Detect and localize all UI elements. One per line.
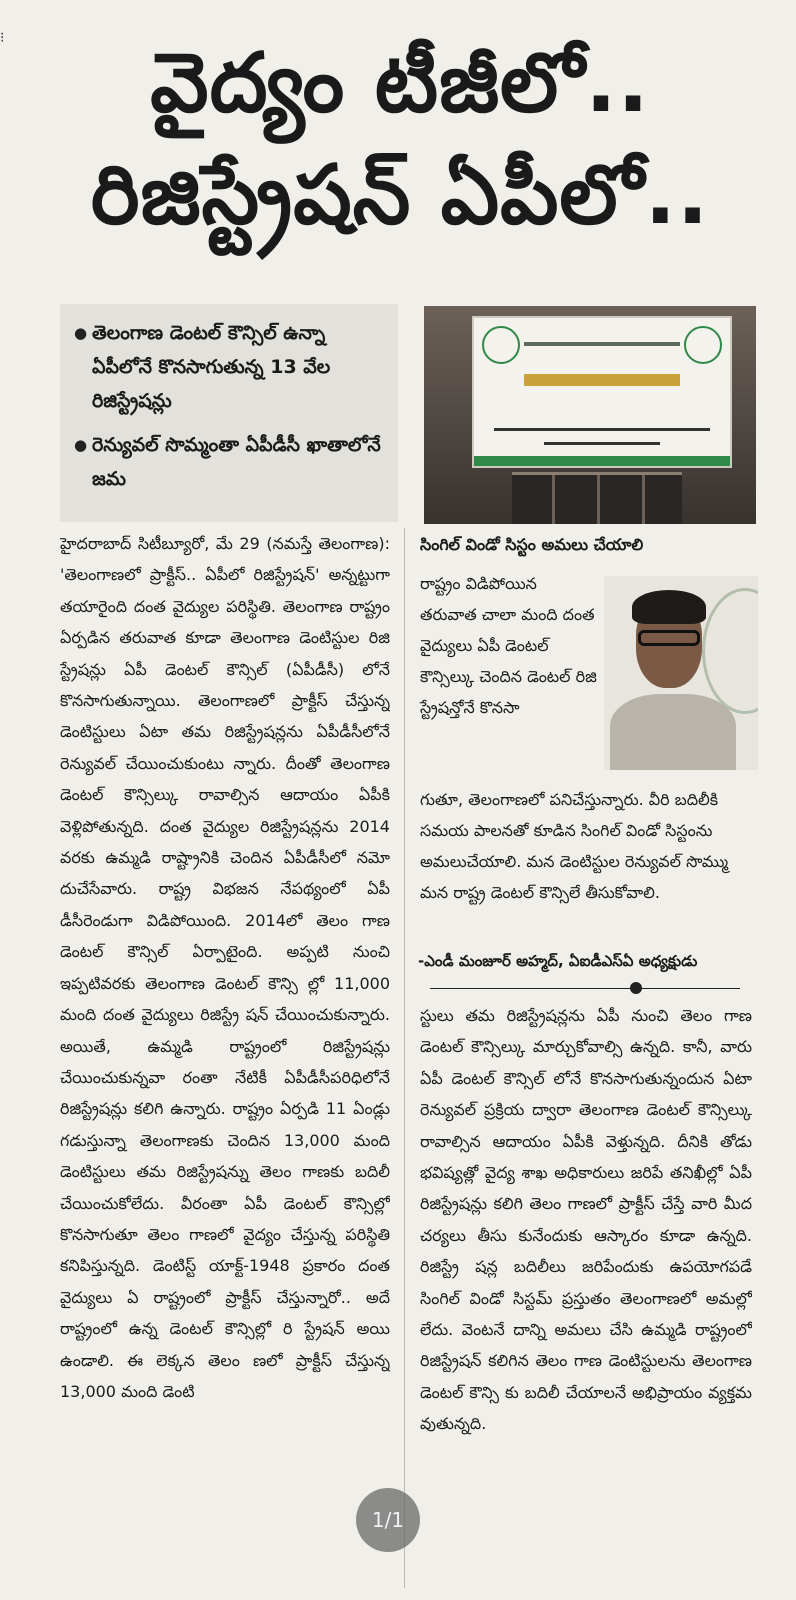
board-stripe <box>474 456 730 466</box>
highlight-text: రెన్యువల్ సొమ్మంతా ఏపీడీసీ ఖాతాలోనే జమ <box>92 434 381 490</box>
glasses-icon <box>638 630 700 646</box>
headline-line-2: రిజిస్ట్రేషన్ ఏపీలో.. <box>90 148 710 243</box>
hair <box>632 590 706 624</box>
door-bar <box>552 475 555 524</box>
person-photo <box>604 576 758 770</box>
page-indicator[interactable]: 1/1 <box>356 1488 420 1552</box>
article-column-left: హైదరాబాద్ సిటీబ్యూరో, మే 29 (నమస్తే తెలంగాణ): 'తెలంగాణలో ప్రాక్టీస్.. ఏపీలో రిజిస్ట్రేషన్' అన్నట్టుగా తయారైంది దంత వైద్యుల పరిస్థితి. తెలంగాణ రాష్ట్రం ఏర్పడిన తరువాత కూడా తెలంగాణ డెంటిస్టుల రిజి స్ట్రేషన్లు ఏపీ డెంటల్ కౌన్సిల్ (ఏపీడీసీ) లోనే కొనసాగుతున్నాయి. తెలంగాణలో ప్రాక్టీస్ చేస్తున్న డెంటిస్టులు ఏటా తమ రిజిస్ట్రేషన్లను ఏపీడీసీలోనే రెన్యువల్ చేయించుకుంటు న్నారు. దీంతో తెలంగాణ డెంటల్ కౌన్సిల్కు రావాల్సిన ఆదాయం ఏపీకి వెళ్లిపోతున్నది. దంత వైద్యుల రిజిస్ట్రేషన్లను 2014 వరకు ఉమ్మడి రాష్ట్రానికి చెందిన ఏపీడీసీలో నమో దుచేసేవారు. రాష్ట్ర విభజన నేపథ్యంలో ఏపీ డీసీరెండుగా విడిపోయింది. 2014లో తెలం గాణ డెంటల్ కౌన్సిల్ ఏర్పాటైంది. అప్పటి నుంచి ఇప్పటివరకు తెలంగాణ డెంటల్ కౌన్సి ల్లో 11,000 మంది దంత వైద్యులు రిజిస్ట్రే షన్ చేయించుకున్నారు. అయితే, ఉమ్మడి రాష్ట్రంలో రిజిస్ట్రేషన్లు చేయించుకున్నవా రంతా నేటికీ ఏపీడీసీపరిధిలోనే రిజిస్ట్రేషన్లు కలిగి ఉన్నారు. రాష్ట్రం ఏర్పడి 11 ఏండ్లు గడుస్తున్నా తెలంగాణకు చెందిన 13,000 మంది డెంటిస్టులు తమ రిజిస్ట్రేషన్ను తెలం గాణకు బదిలీ చేయించుకోలేదు. వీరంతా ఏపీ డెంటల్ కౌన్సిల్లో కొనసాగుతూ తెలం గాణలో వైద్యం చేస్తున్న పరిస్థితి కనిపిస్తున్నది. డెంటిస్ట్ యాక్ట్-1948 ప్రకారం దంత వైద్యులు ఏ రాష్ట్రంలో ప్రాక్టీస్ చేస్తున్నారో.. అదే రాష్ట్రంలో ఉన్న డెంటల్ కౌన్సిల్లో రి స్ట్రేషన్ అయి ఉండాలి. ఈ లెక్కన తెలం ణలో ప్రాక్టీస్ చేస్తున్న 13,000 మంది డెంటి <box>60 534 390 1401</box>
board-subtitle-line <box>544 442 660 445</box>
door-bar <box>642 475 645 524</box>
emblem-icon <box>482 326 520 364</box>
seal-background <box>702 588 758 714</box>
emblem-icon <box>684 326 722 364</box>
sidebar-quote-continued: గుతూ, తెలంగాణలో పనిచేస్తున్నారు. వీరి బదిలీకి సమయ పాలనతో కూడిన సింగిల్ విండో సిస్టంను అమలుచేయాలి. మన డెంటిస్టుల రెన్యువల్ సొమ్ము మన రాష్ట్ర డెంటల్ కౌన్సిలే తీసుకోవాలి. <box>420 790 729 902</box>
building-door <box>512 472 682 524</box>
quote-author: -ఎండీ మంజూర్ అహ్మద్, ఏఐడీఎస్ఏ అధ్యక్షుడు <box>418 952 698 970</box>
article-column-right: స్టులు తమ రిజిస్ట్రేషన్లను ఏపీ నుంచి తెలం గాణ డెంటల్ కౌన్సిల్కు మార్చుకోవాల్సి ఉన్నది. కానీ, వారు ఏపీ డెంటల్ కౌన్సిల్ లోనే కొనసాగుతున్నందున ఏటా రెన్యువల్ ప్రక్రియ ద్వారా తెలంగాణ డెంటల్ కౌన్సిల్కు రావాల్సిన ఆదాయం ఏపీకి వెళ్తున్నది. దీనికి తోడు భవిష్యత్లో వైద్య శాఖ అధికారులు జరిపే తనిఖీల్లో ఏపీ రిజిస్ట్రేషన్లు కలిగి తెలం గాణలో ప్రాక్టీస్ చేస్తే వారి మీద చర్యలు తీసు కునేందుకు ఆస్కారం కూడా ఉన్నది. రిజిస్ట్రే షన్ల బదిలీలు జరిపేందుకు ఉపయోగపడే సింగిల్ విండో సిస్టమ్ ప్రస్తుతం తెలంగాణలో అమల్లో లేదు. వెంటనే దాన్ని అమలు చేసి ఉమ్మడి రాష్ట్రంలో రిజిస్ట్రేషన్ కలిగిన తెలం గాణ డెంటిస్టులను తెలంగాణ డెంటల్ కౌన్సి కు బదిలీ చేయాలనే అభిప్రాయం వ్యక్తమ వుతున్నది. <box>420 1006 752 1434</box>
headline-line-1: వైద్యం టీజీలో.. <box>150 36 650 131</box>
crop-mark: ⁝ <box>0 30 5 46</box>
door-bar <box>597 475 600 524</box>
bullet-icon: ● <box>74 436 88 454</box>
sidebar-quote: రాష్ట్రం విడిపోయిన తరువాత చాలా మంది దంత వైద్యులు ఏపీ డెంటల్ కౌన్సిల్కు చెందిన డెంటల్ రిజి స్ట్రేషన్తోనే కొనసా <box>420 574 597 717</box>
board-org-name <box>524 374 680 386</box>
sidebar-title: సింగిల్ విండో సిస్టం అమలు చేయాలి <box>420 535 644 554</box>
headline <box>20 28 780 252</box>
highlight-item <box>74 316 384 418</box>
bullet-icon: ● <box>74 324 88 342</box>
shirt <box>610 694 736 770</box>
board-subtitle-line <box>494 428 710 431</box>
board-telugu-text <box>524 342 680 346</box>
highlights-box <box>60 304 398 522</box>
highlight-text: తెలంగాణ డెంటల్ కౌన్సిల్ ఉన్నా ఏపీలోనే కొనసాగుతున్న 13 వేల రిజిస్ట్రేషన్లు <box>92 322 331 412</box>
section-divider <box>430 988 740 989</box>
column-divider <box>404 528 405 1588</box>
signboard <box>472 316 732 468</box>
highlight-item <box>74 428 384 496</box>
council-board-photo <box>424 306 756 524</box>
divider-dot-icon <box>630 982 642 994</box>
